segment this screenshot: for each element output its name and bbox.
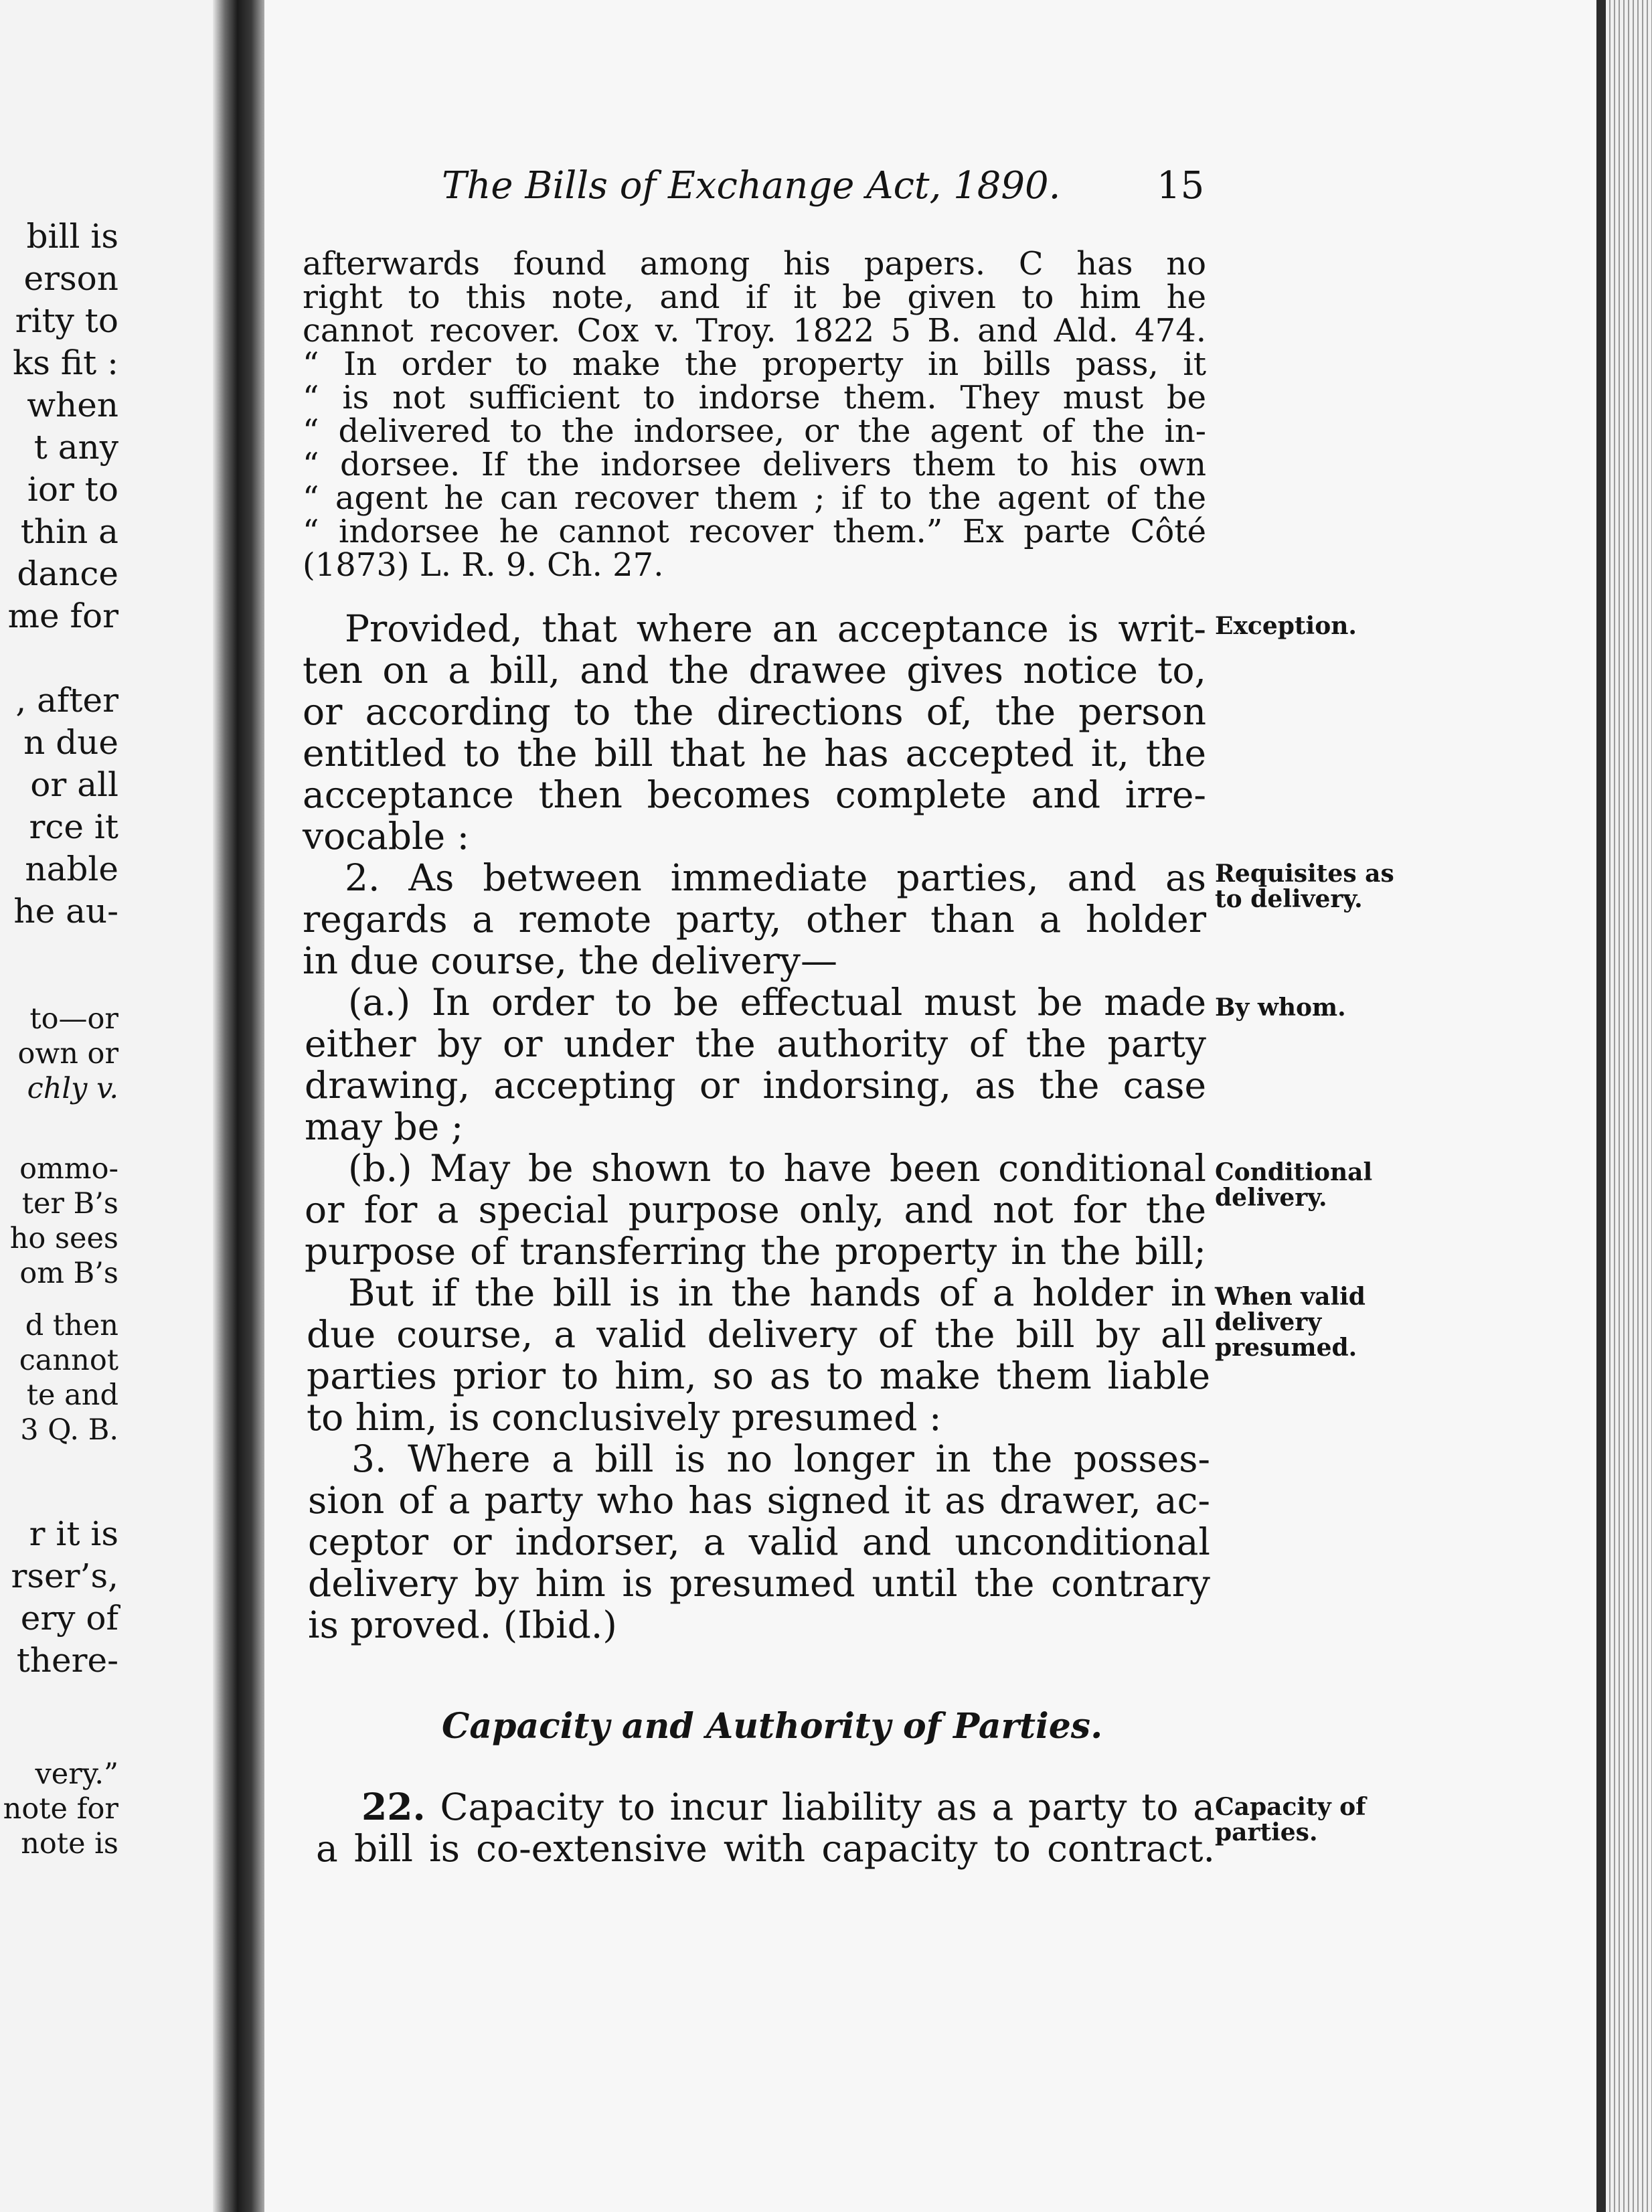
margin-note-requisites: to delivery. <box>1215 885 1363 913</box>
left-page-line: cannot <box>19 1344 118 1377</box>
left-page-line: to—or <box>29 1002 118 1036</box>
section-22-text: Capacity to incur liability as a party to a <box>440 1786 1215 1828</box>
text-line: entitled to the bill that he has accepted it, the <box>303 732 1206 775</box>
text-line: ceptor or indorser, a valid and unconditional <box>308 1520 1210 1563</box>
text-line: parties prior to him, so as to make them liable <box>307 1354 1210 1397</box>
margin-note-valid: When valid <box>1215 1283 1366 1311</box>
margin-note-conditional: Conditional <box>1215 1158 1373 1186</box>
text-line: afterwards found among his papers. C has no <box>303 245 1206 283</box>
margin-note-by-whom: By whom. <box>1215 994 1346 1022</box>
text-line: or for a special purpose only, and not for the <box>305 1188 1206 1231</box>
left-page-line: rity to <box>15 301 118 340</box>
left-page-line: t any <box>33 428 118 467</box>
left-page-line: ho sees <box>9 1222 118 1255</box>
left-page-line: ior to <box>27 470 118 509</box>
text-line: delivery by him is presumed until the contrary <box>308 1562 1210 1605</box>
left-page-line: there- <box>16 1641 118 1680</box>
left-page-line: or all <box>30 765 118 804</box>
left-page-line: rce it <box>29 807 118 846</box>
left-page-line: r it is <box>29 1514 118 1553</box>
left-page-line: om B’s <box>19 1257 118 1290</box>
section-22-line <box>361 1786 1215 1828</box>
running-head: The Bills of Exchange Act, 1890. <box>442 164 1061 208</box>
text-line: or according to the directions of, the person <box>303 690 1206 733</box>
text-line: a bill is co-extensive with capacity to contract. <box>316 1827 1215 1870</box>
text-line: 3. Where a bill is no longer in the posses- <box>351 1437 1210 1480</box>
text-line: to him, is conclusively presumed : <box>307 1396 942 1439</box>
left-page-line: dance <box>17 554 118 593</box>
left-page-line: nable <box>25 850 118 888</box>
text-line: may be ; <box>305 1105 464 1148</box>
text-line: (a.) In order to be effectual must be made <box>348 981 1206 1024</box>
page-edge <box>1596 0 1652 2212</box>
text-line: “ agent he can recover them ; if to the agent of the <box>303 479 1206 517</box>
margin-note-valid: presumed. <box>1215 1334 1357 1362</box>
page-number: 15 <box>1157 164 1205 208</box>
text-line: cannot recover. Cox v. Troy. 1822 5 B. and Ald. 474. <box>303 312 1206 349</box>
section-number: 22. <box>361 1785 426 1828</box>
text-line: is proved. (Ibid.) <box>308 1603 617 1646</box>
margin-note-exception: Exception. <box>1215 612 1357 640</box>
margin-note-conditional: delivery. <box>1215 1184 1327 1212</box>
left-page-line: te and <box>26 1378 118 1412</box>
book-gutter <box>213 0 268 2212</box>
text-line: “ is not sufficient to indorse them. They must be <box>303 379 1206 416</box>
left-page-line: ommo- <box>19 1152 118 1186</box>
text-line: (b.) May be shown to have been conditional <box>348 1147 1206 1190</box>
text-line: either by or under the authority of the party <box>305 1022 1206 1065</box>
margin-note-capacity: Capacity of <box>1215 1793 1366 1821</box>
text-line: ten on a bill, and the drawee gives notice to, <box>303 649 1206 692</box>
text-line: vocable : <box>303 815 470 858</box>
text-line: “ dorsee. If the indorsee delivers them to his own <box>303 446 1206 483</box>
left-page-line: ks fit : <box>12 343 118 382</box>
text-line: acceptance then becomes complete and irre- <box>303 773 1206 816</box>
left-page-line: rser’s, <box>11 1557 118 1595</box>
margin-note-valid: delivery <box>1215 1308 1322 1336</box>
text-line: But if the bill is in the hands of a holder in <box>348 1271 1206 1314</box>
left-page <box>0 0 236 2212</box>
left-page-line: erson <box>23 259 118 298</box>
left-page-line: , after <box>15 681 118 720</box>
text-line: regards a remote party, other than a holder <box>303 898 1206 941</box>
text-line: due course, a valid delivery of the bill by all <box>307 1313 1206 1356</box>
text-line: in due course, the delivery— <box>303 939 838 982</box>
left-page-line: own or <box>17 1037 118 1071</box>
left-page-line: thin a <box>20 512 118 551</box>
left-page-line: 3 Q. B. <box>20 1413 118 1447</box>
left-page-line: he au- <box>13 892 118 931</box>
left-page-line: note is <box>21 1827 118 1861</box>
text-line: Provided, that where an acceptance is writ- <box>345 607 1206 650</box>
text-line: drawing, accepting or indorsing, as the case <box>305 1064 1206 1107</box>
left-page-line: when <box>27 386 118 424</box>
text-line: “ indorsee he cannot recover them.” Ex parte Côté <box>303 513 1206 550</box>
text-line: sion of a party who has signed it as drawer, ac- <box>308 1479 1210 1522</box>
text-line: right to this note, and if it be given to him he <box>303 279 1206 316</box>
left-page-line: bill is <box>26 217 118 256</box>
text-line: purpose of transferring the property in the bill; <box>305 1230 1206 1273</box>
section-heading: Capacity and Authority of Parties. <box>442 1706 1103 1747</box>
text-line: “ delivered to the indorsee, or the agent of the in- <box>303 412 1206 450</box>
left-page-line: n due <box>23 723 118 762</box>
text-line: 2. As between immediate parties, and as <box>345 856 1206 899</box>
left-page-line: d then <box>25 1309 118 1342</box>
left-page-line: me for <box>7 597 118 635</box>
left-page-line: ter B’s <box>21 1187 118 1220</box>
text-line: (1873) L. R. 9. Ch. 27. <box>303 546 664 584</box>
text-line: “ In order to make the property in bills pass, it <box>303 345 1206 383</box>
left-page-line: note for <box>3 1792 118 1826</box>
left-page-line: ery of <box>20 1599 118 1638</box>
left-page-line: chly v. <box>27 1072 118 1105</box>
left-page-line: very.” <box>35 1757 118 1791</box>
margin-note-capacity: parties. <box>1215 1818 1318 1846</box>
margin-note-requisites: Requisites as <box>1215 860 1394 888</box>
